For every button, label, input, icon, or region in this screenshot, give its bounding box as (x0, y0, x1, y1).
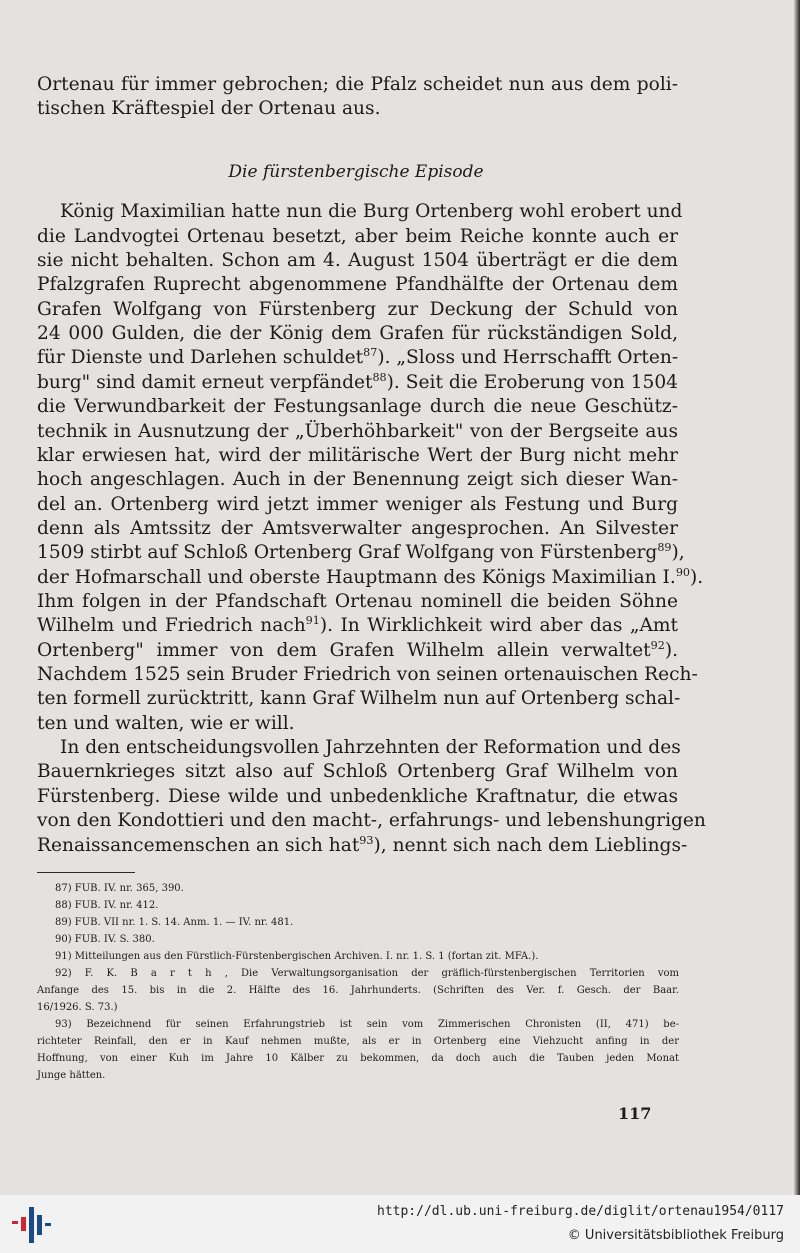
page-number: 117 (618, 1104, 652, 1123)
footnote-ref: 92 (650, 638, 665, 652)
footnote-continuation: richteter Reinfall, den er in Kauf nehmen mußte, als er in Ortenberg eine Viehzucht anfing in der (37, 1036, 679, 1047)
footnote-continuation: Anfange des 15. bis in die 2. Hälfte des 16. Jahrhunderts. (Schriften des Ver. f. Gesch. der Baar. (37, 985, 679, 996)
text-line: Wilhelm und Friedrich nach$^{91}$). In Wirklichkeit wird aber das „Amt (37, 613, 678, 636)
text-line: Renaissancemenschen an sich hat$^{93}$), nennt sich nach dem Lieblings- (37, 833, 688, 856)
footnote: 92) F. K. B a r t h , Die Verwaltungsorganisation der gräflich-fürstenbergischen Territorien vom (55, 968, 679, 979)
section-heading: Die fürstenbergische Episode (228, 162, 484, 182)
viewer-footer (0, 1195, 800, 1253)
footnote: 90) FUB. IV. S. 380. (55, 934, 155, 945)
text-line: 24 000 Gulden, die der König dem Grafen für rückständigen Sold, (37, 323, 678, 344)
footnote-continuation: 16/1926. S. 73.) (37, 1002, 118, 1013)
footnote: 91) Mitteilungen aus den Fürstlich-Fürstenbergischen Archiven. I. nr. 1. S. 1 (fortan zit. MFA.). (55, 951, 539, 962)
text-line: Grafen Wolfgang von Fürstenberg zur Deckung der Schuld von (37, 299, 678, 320)
text-line: der Hofmarschall und oberste Hauptmann des Königs Maximilian I.$^{90}$). (37, 565, 704, 588)
text-line: Bauernkrieges sitzt also auf Schloß Ortenberg Graf Wilhelm von (37, 761, 678, 782)
text-line: del an. Ortenberg wird jetzt immer weniger als Festung und Burg (37, 494, 678, 515)
footnote-continuation: Hoffnung, von einer Kuh im Jahre 10 Kälber zu bekommen, da doch auch die Tauben jeden Monat (37, 1053, 679, 1064)
text-line: Ortenau für immer gebrochen; die Pfalz scheidet nun aus dem poli- (37, 74, 678, 95)
text-line: für Dienste und Darlehen schuldet$^{87}$). „Sloss und Herrschafft Orten- (37, 345, 679, 368)
footnote-divider (37, 872, 135, 873)
footnote-ref: 91 (305, 613, 320, 627)
footnote-ref: 89 (657, 540, 672, 554)
text-line: 1509 stirbt auf Schloß Ortenberg Graf Wolfgang von Fürstenberg$^{89}$), (37, 540, 685, 563)
text-line: hoch angeschlagen. Auch in der Benennung zeigt sich dieser Wan- (37, 469, 678, 490)
text-line: klar erwiesen hat, wird der militärische Wert der Burg nicht mehr (37, 445, 678, 466)
footnote: 89) FUB. VII nr. 1. S. 14. Anm. 1. — IV. nr. 481. (55, 917, 294, 928)
text-line: tischen Kräftespiel der Ortenau aus. (37, 98, 381, 119)
text-line: denn als Amtssitz der Amtsverwalter angesprochen. An Silvester (37, 518, 678, 539)
text-line: burg" sind damit erneut verpfändet$^{88}$). Seit die Eroberung von 1504 (37, 370, 678, 393)
text-line: sie nicht behalten. Schon am 4. August 1504 überträgt er die dem (37, 250, 678, 271)
footnote-continuation: Junge hätten. (37, 1070, 106, 1081)
footnote: 87) FUB. IV. nr. 365, 390. (55, 883, 184, 894)
footnote-ref: 90 (675, 565, 691, 579)
text-line: Pfalzgrafen Ruprecht abgenommene Pfandhälfte der Ortenau dem (37, 274, 678, 295)
text-line: die Verwundbarkeit der Festungsanlage durch die neue Geschütz- (37, 396, 678, 417)
text-line: ten und walten, wie er will. (37, 713, 295, 734)
text-line: von den Kondottieri und den macht-, erfahrungs- und lebenshungrigen (37, 810, 706, 831)
text-line: Ihm folgen in der Pfandschaft Ortenau nominell die beiden Söhne (37, 591, 678, 612)
source-url-link[interactable]: http://dl.ub.uni-freiburg.de/diglit/ortenau1954/0117 (377, 1204, 784, 1219)
text-line: Ortenberg" immer von dem Grafen Wilhelm allein verwaltet$^{92}$). (37, 638, 678, 661)
footnote-ref: 93 (359, 833, 374, 847)
text-line: ten formell zurücktritt, kann Graf Wilhelm nun auf Ortenberg schal- (37, 688, 681, 709)
footnote-ref: 88 (372, 370, 387, 384)
ub-freiburg-logo-icon[interactable] (12, 1207, 52, 1243)
text-line: In den entscheidungsvollen Jahrzehnten der Reformation und des (60, 737, 681, 758)
footnote: 88) FUB. IV. nr. 412. (55, 900, 159, 911)
text-line: die Landvogtei Ortenau besetzt, aber beim Reiche konnte auch er (37, 226, 678, 247)
text-line: technik in Ausnutzung der „Überhöhbarkeit" von der Bergseite aus (37, 421, 678, 442)
text-line: Nachdem 1525 sein Bruder Friedrich von seinen ortenauischen Rech- (37, 664, 698, 685)
copyright-text: © Universitätsbibliothek Freiburg (567, 1228, 784, 1243)
footnote: 93) Bezeichnend für seinen Erfahrungstrieb ist sein vom Zimmerischen Chronisten (II, 471) be- (55, 1019, 679, 1030)
footnote-ref: 87 (363, 345, 378, 359)
scan-edge-shadow (794, 0, 800, 1195)
text-line: Fürstenberg. Diese wilde und unbedenkliche Kraftnatur, die etwas (37, 786, 678, 807)
text-line: König Maximilian hatte nun die Burg Ortenberg wohl erobert und (60, 201, 683, 222)
